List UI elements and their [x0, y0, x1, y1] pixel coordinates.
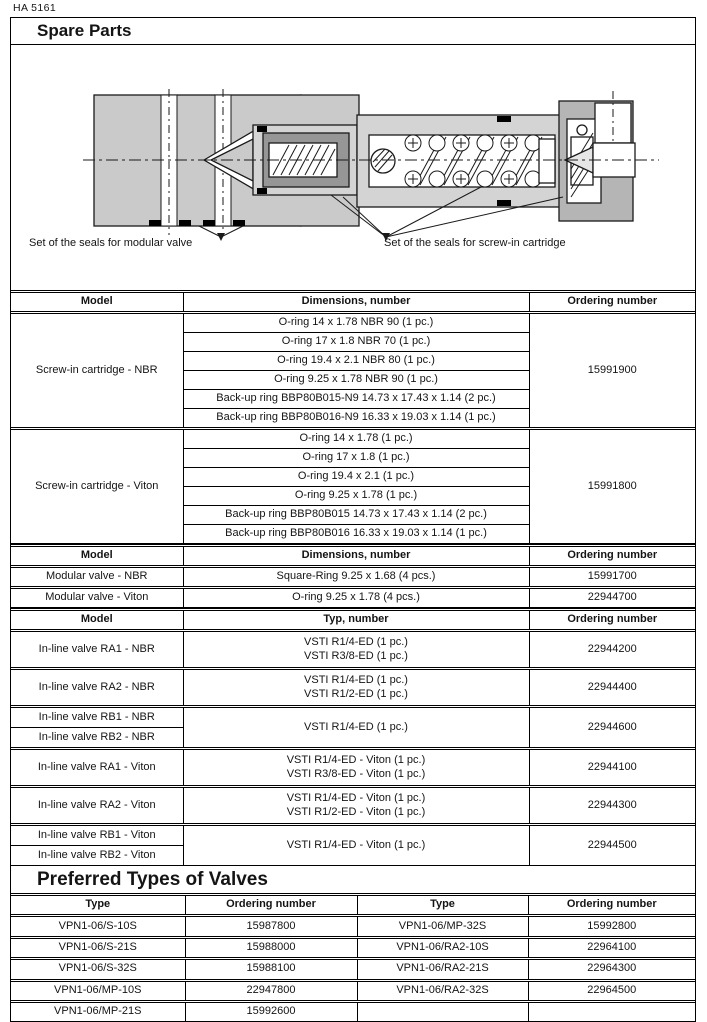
- dim-cell: O-ring 9.25 x 1.78 (4 pcs.): [183, 588, 529, 608]
- model-cell: Modular valve - Viton: [11, 588, 183, 608]
- table-row: [11, 787, 695, 825]
- col-type: Type: [357, 895, 528, 916]
- dim-cell: O-ring 19.4 x 2.1 NBR 80 (1 pc.): [183, 352, 529, 371]
- type-cell: VPN1-06/RA2-10S: [357, 937, 528, 958]
- typ-cell: [183, 631, 529, 669]
- typ-line: VSTI R1/4-ED (1 pc.): [304, 635, 408, 648]
- table-row: [11, 959, 695, 980]
- col-typ: Typ, number: [183, 610, 529, 631]
- cartridge-seals-table: [11, 290, 695, 544]
- type-cell: VPN1-06/RA2-32S: [357, 980, 528, 1001]
- table-header-row: [11, 292, 695, 313]
- col-model: Model: [11, 292, 183, 313]
- table-row: [11, 669, 695, 707]
- model-cell: In-line valve RB1 - NBR: [11, 707, 183, 728]
- dim-cell: Back-up ring BBP80B016 16.33 x 19.03 x 1.14 (1 pc.): [183, 525, 529, 544]
- dim-cell: O-ring 14 x 1.78 (1 pc.): [183, 429, 529, 449]
- table-header-row: [11, 895, 695, 916]
- type-cell: VPN1-06/S-21S: [11, 937, 185, 958]
- typ-line: VSTI R3/8-ED (1 pc.): [304, 649, 408, 662]
- type-cell: VPN1-06/S-32S: [11, 959, 185, 980]
- col-dimensions: Dimensions, number: [183, 292, 529, 313]
- typ-line: VSTI R1/4-ED (1 pc.): [304, 673, 408, 686]
- order-cell: 22944500: [529, 825, 695, 866]
- doc-code: HA 5161: [13, 2, 57, 14]
- col-dimensions: Dimensions, number: [183, 546, 529, 567]
- table-header-row: [11, 546, 695, 567]
- model-cell: In-line valve RA1 - NBR: [11, 631, 183, 669]
- model-cell: In-line valve RB1 - Viton: [11, 825, 183, 846]
- col-ordering: Ordering number: [529, 292, 695, 313]
- model-cell: In-line valve RA2 - NBR: [11, 669, 183, 707]
- col-ordering: Ordering number: [185, 895, 357, 916]
- dim-cell: O-ring 9.25 x 1.78 NBR 90 (1 pc.): [183, 371, 529, 390]
- model-cell: Screw-in cartridge - Viton: [11, 429, 183, 544]
- order-cell: 15987800: [185, 916, 357, 937]
- typ-cell: [183, 669, 529, 707]
- dim-cell: Square-Ring 9.25 x 1.68 (4 pcs.): [183, 567, 529, 588]
- order-cell: 22944100: [529, 749, 695, 787]
- typ-cell: VSTI R1/4-ED - Viton (1 pc.): [183, 825, 529, 866]
- order-cell: 22944200: [529, 631, 695, 669]
- type-cell: VPN1-06/MP-10S: [11, 980, 185, 1001]
- table-row: [11, 825, 695, 846]
- typ-cell: [183, 787, 529, 825]
- order-cell: 22944600: [529, 707, 695, 749]
- modular-seals-table: [11, 544, 695, 608]
- order-cell: 15988100: [185, 959, 357, 980]
- preferred-types-table: [11, 893, 695, 1022]
- order-cell: 22964100: [528, 937, 695, 958]
- table-header-row: [11, 610, 695, 631]
- order-cell: 15991900: [529, 313, 695, 429]
- table-row: [11, 588, 695, 608]
- table-row: [11, 313, 695, 333]
- table-row: [11, 429, 695, 449]
- model-cell: Screw-in cartridge - NBR: [11, 313, 183, 429]
- inline-valves-table: [11, 608, 695, 866]
- table-row: [11, 937, 695, 958]
- label-cartridge-seals: Set of the seals for screw-in cartridge: [384, 237, 566, 249]
- order-cell: [528, 1001, 695, 1021]
- model-cell: In-line valve RA2 - Viton: [11, 787, 183, 825]
- order-cell: 22944700: [529, 588, 695, 608]
- table-row: [11, 1001, 695, 1021]
- page-title: Spare Parts: [11, 18, 695, 45]
- dim-cell: O-ring 19.4 x 2.1 (1 pc.): [183, 468, 529, 487]
- dim-cell: Back-up ring BBP80B016-N9 16.33 x 19.03 x 1.14 (1 pc.): [183, 409, 529, 429]
- typ-cell: VSTI R1/4-ED (1 pc.): [183, 707, 529, 749]
- order-cell: 22964300: [528, 959, 695, 980]
- typ-line: VSTI R1/4-ED - Viton (1 pc.): [286, 753, 426, 766]
- type-cell: VPN1-06/RA2-21S: [357, 959, 528, 980]
- dim-cell: O-ring 17 x 1.8 (1 pc.): [183, 449, 529, 468]
- dim-cell: O-ring 14 x 1.78 NBR 90 (1 pc.): [183, 313, 529, 333]
- model-cell: In-line valve RB2 - Viton: [11, 846, 183, 866]
- col-model: Model: [11, 546, 183, 567]
- col-ordering: Ordering number: [529, 610, 695, 631]
- type-cell: VPN1-06/MP-32S: [357, 916, 528, 937]
- dim-cell: Back-up ring BBP80B015-N9 14.73 x 17.43 x 1.14 (2 pc.): [183, 390, 529, 409]
- order-cell: 15991800: [529, 429, 695, 544]
- valve-drawing-area: [11, 45, 695, 290]
- order-cell: 15992600: [185, 1001, 357, 1021]
- dim-cell: O-ring 9.25 x 1.78 (1 pc.): [183, 487, 529, 506]
- dim-cell: Back-up ring BBP80B015 14.73 x 17.43 x 1.14 (2 pc.): [183, 506, 529, 525]
- order-cell: 15991700: [529, 567, 695, 588]
- table-row: [11, 916, 695, 937]
- table-row: [11, 631, 695, 669]
- col-ordering: Ordering number: [529, 546, 695, 567]
- table-row: [11, 567, 695, 588]
- typ-line: VSTI R1/4-ED - Viton (1 pc.): [286, 791, 426, 804]
- order-cell: 22964500: [528, 980, 695, 1001]
- col-model: Model: [11, 610, 183, 631]
- typ-line: VSTI R3/8-ED - Viton (1 pc.): [286, 767, 426, 780]
- col-ordering: Ordering number: [528, 895, 695, 916]
- order-cell: 22944400: [529, 669, 695, 707]
- dim-cell: O-ring 17 x 1.8 NBR 70 (1 pc.): [183, 333, 529, 352]
- type-cell: VPN1-06/S-10S: [11, 916, 185, 937]
- typ-cell: [183, 749, 529, 787]
- model-cell: In-line valve RB2 - NBR: [11, 728, 183, 749]
- order-cell: 22947800: [185, 980, 357, 1001]
- type-cell: [357, 1001, 528, 1021]
- table-row: [11, 707, 695, 728]
- table-row: [11, 749, 695, 787]
- page-frame: [10, 17, 696, 1022]
- model-cell: In-line valve RA1 - Viton: [11, 749, 183, 787]
- typ-line: VSTI R1/2-ED (1 pc.): [304, 687, 408, 700]
- order-cell: 22944300: [529, 787, 695, 825]
- typ-line: VSTI R1/2-ED - Viton (1 pc.): [286, 805, 426, 818]
- order-cell: 15992800: [528, 916, 695, 937]
- valve-cross-section-drawing: [11, 45, 695, 290]
- label-modular-seals: Set of the seals for modular valve: [29, 237, 193, 249]
- preferred-title: Preferred Types of Valves: [37, 868, 268, 890]
- model-cell: Modular valve - NBR: [11, 567, 183, 588]
- type-cell: VPN1-06/MP-21S: [11, 1001, 185, 1021]
- col-type: Type: [11, 895, 185, 916]
- order-cell: 15988000: [185, 937, 357, 958]
